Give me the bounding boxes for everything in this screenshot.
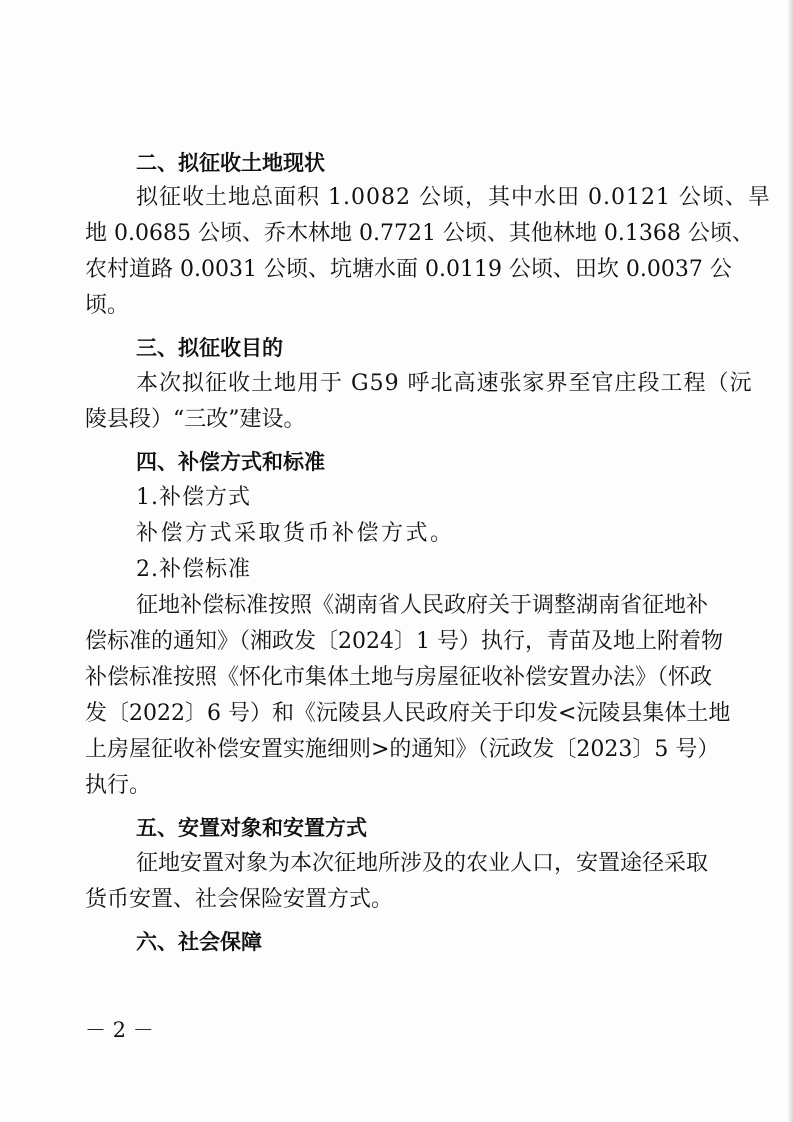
paragraph-line: 本次拟征收土地用于 G59 呼北高速张家界至官庄段工程（沅 [136,371,753,396]
paragraph-line: 补偿方式采取货币补偿方式。 [136,521,455,546]
paragraph-line: 地 0.0685 公顷、乔木林地 0.7721 公顷、其他林地 0.1368 公顷、 [85,221,754,246]
paragraph-line: 执行。 [85,773,152,798]
paragraph-line: 偿标准的通知》（湘政发〔2024〕1 号）执行，青苗及地上附着物 [85,629,723,654]
paragraph-line: 发〔2022〕6 号）和《沅陵县人民政府关于印发<沅陵县集体土地 [85,701,731,726]
paragraph-line: 上房屋征收补偿安置实施细则>的通知》（沅政发〔2023〕5 号） [85,737,720,762]
subsection-heading: 2.补偿标准 [136,557,251,582]
paragraph-line: 陵县段）“三改”建设。 [85,407,306,432]
paragraph-line: 征地安置对象为本次征地所涉及的农业人口，安置途径采取 [136,851,709,876]
section-heading-compensation: 四、补偿方式和标准 [136,450,325,474]
page-number: － 2 － [85,1018,154,1042]
section-heading-resettlement: 五、安置对象和安置方式 [136,816,367,840]
section-heading-land-status: 二、拟征收土地现状 [136,151,325,175]
paragraph-line: 补偿标准按照《怀化市集体土地与房屋征收补偿安置办法》（怀政 [85,665,713,690]
paragraph-line: 农村道路 0.0031 公顷、坑塘水面 0.0119 公顷、田坎 0.0037 公 [85,257,732,282]
paragraph-line: 货币安置、社会保险安置方式。 [85,887,394,912]
section-heading-purpose: 三、拟征收目的 [136,336,283,360]
subsection-heading: 1.补偿方式 [136,485,251,510]
page-edge-shadow [787,0,793,1122]
paragraph-line: 顷。 [85,293,130,318]
paragraph-line: 拟征收土地总面积 1.0082 公顷，其中水田 0.0121 公顷、旱 [136,185,771,210]
section-heading-social-security: 六、社会保障 [136,930,262,954]
paragraph-line: 征地补偿标准按照《湖南省人民政府关于调整湖南省征地补 [136,593,709,618]
